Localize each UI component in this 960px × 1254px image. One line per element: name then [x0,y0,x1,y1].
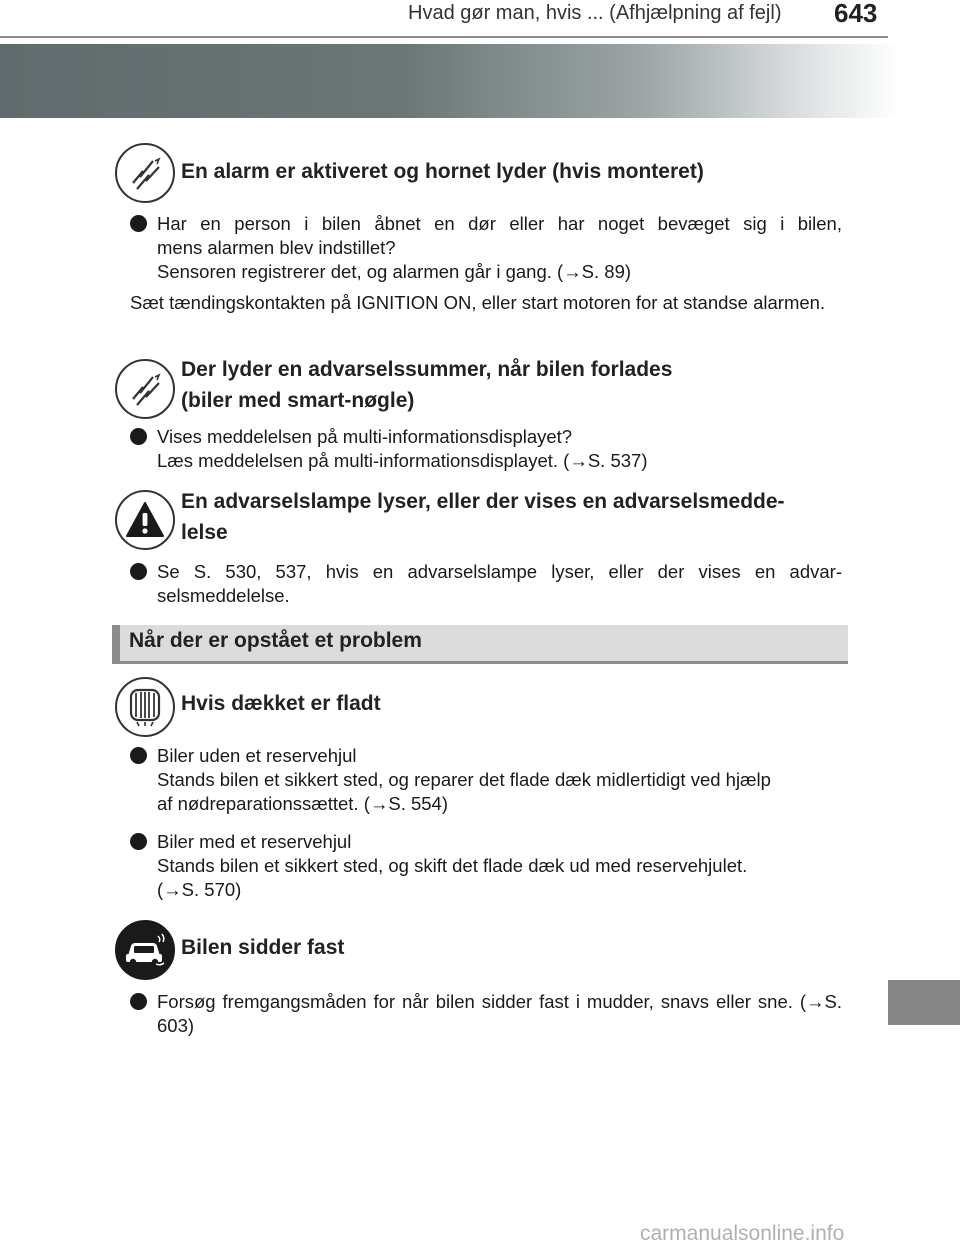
no-spare-line1: Biler uden et reservehjul [157,745,357,766]
bullet-dot [130,563,147,580]
list-item-stuck [130,990,842,1038]
warning-title-line1: En advarselslampe lyser, eller der vises en advarselsmedde- [181,490,785,513]
band-accent-bar [112,625,120,661]
section-title-warning-light [181,486,841,548]
stuck-car-icon [115,920,175,980]
header-rule [0,36,888,38]
buzzer-bullet-line1: Vises meddelelsen på multi-informationsdisplayet? [157,426,573,447]
no-spare-line3: af nødreparationssættet. (→S. 554) [157,793,448,814]
list-item-warning-light [130,560,842,608]
header-banner [0,44,900,118]
section-title-stuck: Bilen sidder fast [181,936,345,959]
exclamation-triangle-icon [115,490,175,550]
stuck-bullet-text: Forsøg fremgangsmåden for når bilen sidder fast i mudder, snavs eller sne. (→S. 603) [157,991,842,1036]
warning-lightning-icon [115,359,175,419]
buzzer-title-line2: (biler med smart-nøgle) [181,389,415,412]
warning-lightning-icon [115,143,175,203]
with-spare-line3: (→S. 570) [157,879,242,900]
bullet-dot [130,993,147,1010]
alarm-bullet-line3: Sensoren registrerer det, og alarmen går i gang. (→S. 89) [157,261,632,282]
section-title-alarm: En alarm er aktiveret og hornet lyder (hvis monteret) [181,160,704,183]
bullet-dot [130,747,147,764]
alarm-bullet-line1: Har en person i bilen åbnet en dør eller har noget bevæget sig i bilen, [157,213,842,234]
list-item-buzzer [130,425,842,473]
section-band-problem [112,625,848,664]
buzzer-bullet-line2: Læs meddelelsen på multi-informationsdisplayet. (→S. 537) [157,450,648,471]
section-title-buzzer [181,354,841,416]
page-number: 643 [834,0,878,28]
bullet-dot [130,215,147,232]
band-label: Når der er opstået et problem [129,629,422,652]
watermark: carmanualsonline.info [640,1222,845,1245]
no-spare-line2: Stands bilen et sikkert sted, og reparer det flade dæk midlertidigt ved hjælp [157,769,771,790]
warning-title-line2: lelse [181,521,228,544]
list-item-with-spare [130,830,842,902]
list-item-alarm [130,212,842,284]
buzzer-title-line1: Der lyder en advarselssummer, når bilen forlades [181,358,673,381]
header-title: Hvad gør man, hvis ... (Afhjælpning af fejl) [408,2,782,24]
section-title-flat-tire: Hvis dækket er fladt [181,692,381,715]
tire-icon [115,677,175,737]
warning-bullet-text: Se S. 530, 537, hvis en advarselslampe lyser, eller der vises en advar-selsmeddelelse. [157,561,842,606]
bullet-dot [130,428,147,445]
with-spare-line1: Biler med et reservehjul [157,831,352,852]
chapter-side-tab [888,980,960,1025]
bullet-dot [130,833,147,850]
alarm-paragraph: Sæt tændingskontakten på IGNITION ON, eller start motoren for at standse alarmen. [130,292,826,313]
list-item-no-spare [130,744,842,816]
with-spare-line2: Stands bilen et sikkert sted, og skift det flade dæk ud med reservehjulet. [157,855,748,876]
alarm-bullet-line2: mens alarmen blev indstillet? [157,237,396,258]
